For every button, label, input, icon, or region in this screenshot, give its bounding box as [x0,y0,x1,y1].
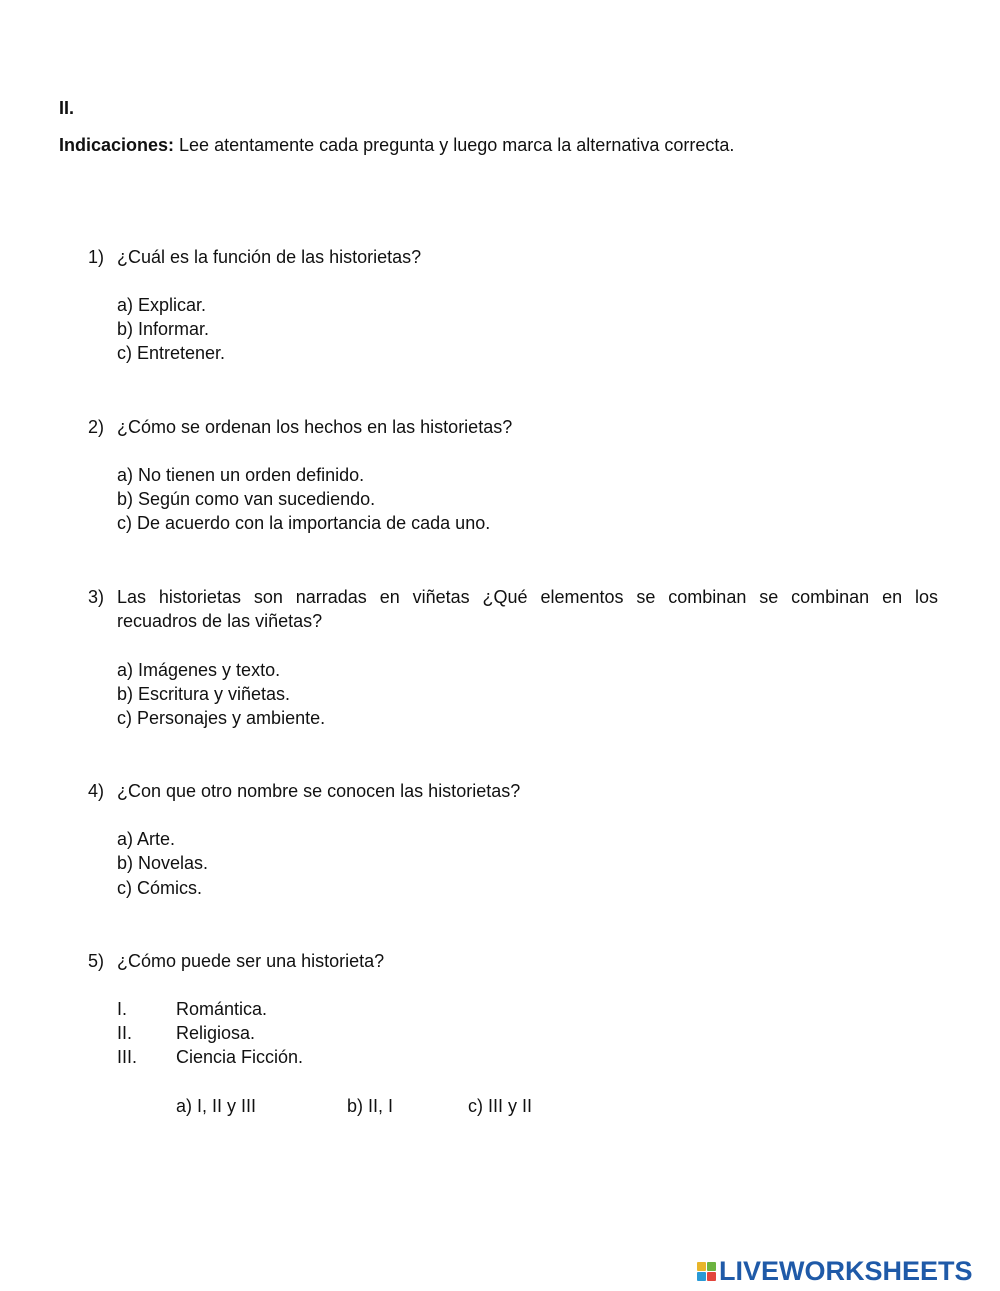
question-1-option-c[interactable]: c) Entretener. [117,343,226,363]
question-1-option-b[interactable]: b) Informar. [117,319,210,339]
statement-3-numeral: III. [117,1047,138,1067]
question-4-option-b[interactable]: b) Novelas. [117,853,209,873]
logo-block-1 [697,1262,706,1271]
question-5-choice-b[interactable]: b) II, I [347,1096,394,1116]
question-1-number: 1) [88,247,105,267]
question-5-choice-c[interactable]: c) III y II [468,1096,533,1116]
liveworksheets-logo [697,1256,973,1286]
question-1-option-a[interactable]: a) Explicar. [117,295,207,315]
question-5-number: 5) [88,951,105,971]
question-4-option-a[interactable]: a) Arte. [117,829,176,849]
question-2-option-a[interactable]: a) No tienen un orden definido. [117,465,365,485]
question-3-option-b[interactable]: b) Escritura y viñetas. [117,684,291,704]
logo-block-3 [697,1272,706,1281]
instructions-label: Indicaciones: [59,135,175,155]
logo-blocks-icon [697,1262,716,1281]
logo-block-2 [707,1262,716,1271]
question-2-option-b[interactable]: b) Según como van sucediendo. [117,489,376,509]
question-4-text: ¿Con que otro nombre se conocen las historietas? [117,781,521,801]
question-2-text: ¿Cómo se ordenan los hechos en las historietas? [117,417,513,437]
question-3-number: 3) [88,587,105,607]
statement-1-numeral: I. [117,999,128,1019]
question-3-text-line-2: recuadros de las viñetas? [117,611,323,631]
question-4-number: 4) [88,781,105,801]
question-2-option-c[interactable]: c) De acuerdo con la importancia de cada uno. [117,513,491,533]
question-3-option-a[interactable]: a) Imágenes y texto. [117,660,281,680]
section-title: II. [59,98,75,118]
question-4-option-c[interactable]: c) Cómics. [117,878,202,898]
question-5-text: ¿Cómo puede ser una historieta? [117,951,385,971]
statement-2-text: Religiosa. [176,1023,256,1043]
logo-block-4 [707,1272,716,1281]
statement-1-text: Romántica. [176,999,268,1019]
instructions-text: Lee atentamente cada pregunta y luego marca la alternativa correcta. [174,135,735,155]
statement-2-numeral: II. [117,1023,133,1043]
question-2-number: 2) [88,417,105,437]
question-3-text-line-1: Las historietas son narradas en viñetas ¿Qué elementos se combinan se combinan en los [117,587,938,607]
statement-3-text: Ciencia Ficción. [176,1047,304,1067]
logo-text: LIVEWORKSHEETS [719,1256,973,1286]
question-1-text: ¿Cuál es la función de las historietas? [117,247,422,267]
question-5-choice-a[interactable]: a) I, II y III [176,1096,257,1116]
instructions [59,133,734,157]
question-3-option-c[interactable]: c) Personajes y ambiente. [117,708,326,728]
